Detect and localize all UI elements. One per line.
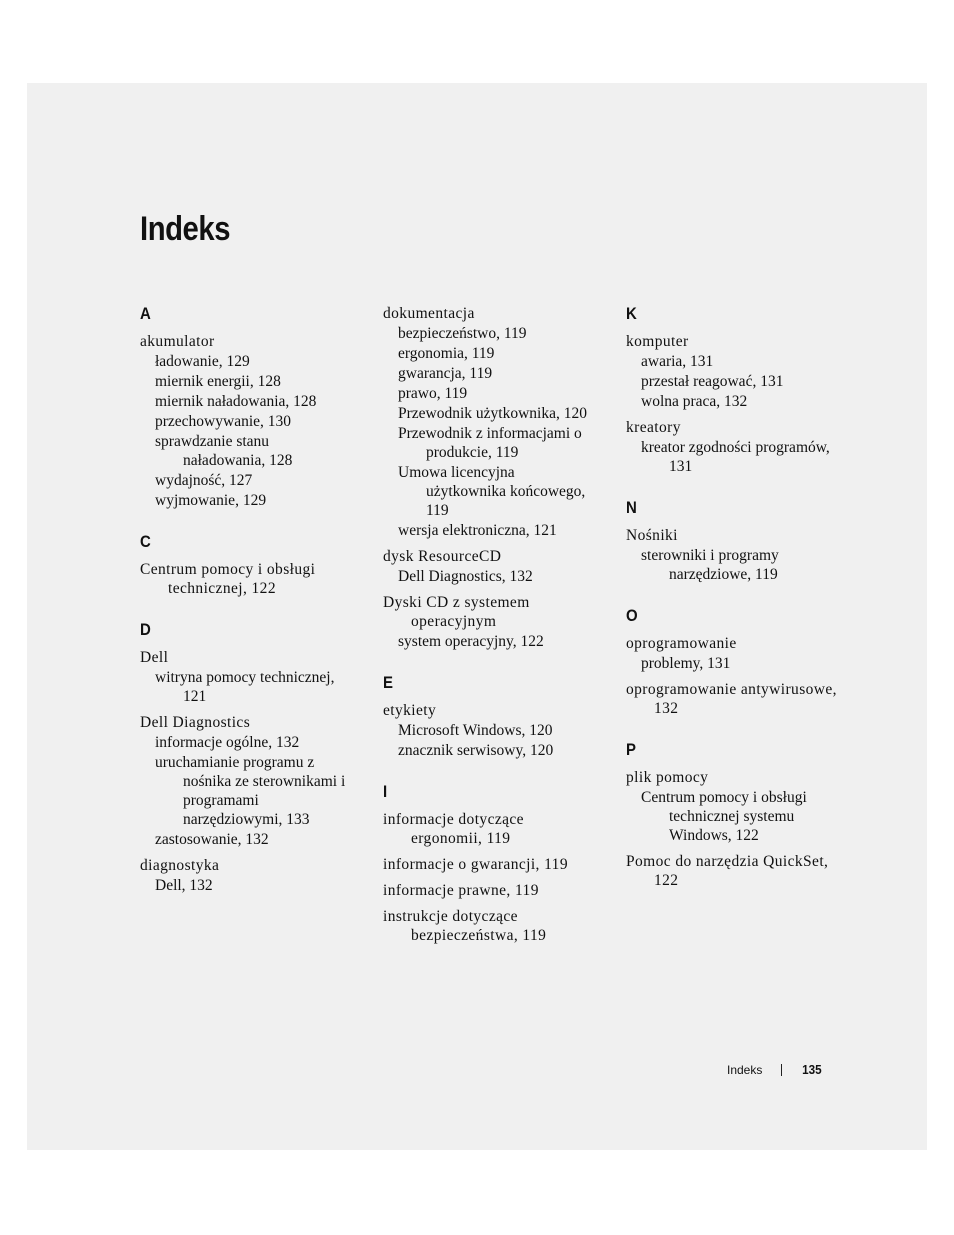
index-term: plik pomocy <box>626 769 709 786</box>
index-term: kreatory <box>626 419 681 436</box>
subentry-list <box>626 352 841 411</box>
subentry-list <box>383 324 598 540</box>
index-subentry: przestał reagować, 131 <box>641 373 784 390</box>
index-subentry: gwarancja, 119 <box>398 365 493 382</box>
index-term: instrukcje dotyczące bezpieczeństwa, 119 <box>383 908 547 944</box>
index-entry <box>140 332 355 510</box>
index-term: informacje prawne, 119 <box>383 882 539 899</box>
index-entry <box>383 881 598 900</box>
index-subentry: miernik naładowania, 128 <box>155 393 317 410</box>
index-section <box>383 304 598 651</box>
index-term: Pomoc do narzędzia QuickSet, 122 <box>626 853 829 889</box>
index-term: komputer <box>626 333 689 350</box>
index-subentry: wydajność, 127 <box>155 472 253 489</box>
index-entry <box>140 713 355 849</box>
section-letter: A <box>140 304 151 323</box>
index-section <box>626 606 841 718</box>
subentry-list <box>626 788 841 845</box>
subentry-list <box>383 721 598 760</box>
index-subentry: znacznik serwisowy, 120 <box>398 742 554 759</box>
subentry-list <box>626 654 841 673</box>
index-subentry: problemy, 131 <box>641 655 731 672</box>
footer-label: Indeks <box>727 1062 763 1077</box>
index-subentry: prawo, 119 <box>398 385 468 402</box>
index-subentry: uruchamianie programu z nośnika ze sterownikami i programami narzędziowymi, 133 <box>155 754 346 828</box>
footer-separator <box>781 1064 782 1076</box>
subentry-list <box>140 668 355 706</box>
index-section <box>626 498 841 584</box>
index-term: akumulator <box>140 333 215 350</box>
index-section <box>140 532 355 598</box>
index-entry <box>140 856 355 895</box>
index-entry <box>626 768 841 845</box>
index-subentry: Umowa licencyjna użytkownika końcowego, 119 <box>398 464 586 519</box>
section-letter: N <box>626 498 637 517</box>
index-entry <box>626 526 841 584</box>
index-subentry: informacje ogólne, 132 <box>155 734 300 751</box>
index-section <box>140 304 355 510</box>
index-column-2 <box>383 300 598 967</box>
index-subentry: system operacyjny, 122 <box>398 633 544 650</box>
index-subentry: Microsoft Windows, 120 <box>398 722 553 739</box>
index-entry <box>626 332 841 411</box>
page-footer <box>727 1062 823 1077</box>
section-letter: D <box>140 620 151 639</box>
subentry-list <box>140 876 355 895</box>
section-letter: O <box>626 606 638 625</box>
index-entry <box>626 680 841 718</box>
index-subentry: Dell Diagnostics, 132 <box>398 568 533 585</box>
index-section <box>383 673 598 760</box>
index-entry <box>383 701 598 760</box>
index-entry <box>140 648 355 706</box>
index-term: oprogramowanie <box>626 635 737 652</box>
index-term: Dell Diagnostics <box>140 714 251 731</box>
section-letter: K <box>626 304 637 323</box>
index-subentry: zastosowanie, 132 <box>155 831 269 848</box>
index-entry <box>626 852 841 890</box>
section-letter: E <box>383 673 393 692</box>
index-term: Dyski CD z systemem operacyjnym <box>383 594 530 630</box>
index-term: informacje o gwarancji, 119 <box>383 856 568 873</box>
index-term: etykiety <box>383 702 437 719</box>
index-entry <box>383 855 598 874</box>
index-entry <box>383 810 598 848</box>
subentry-list <box>626 438 841 476</box>
page-title: Indeks <box>140 210 231 248</box>
index-subentry: awaria, 131 <box>641 353 714 370</box>
index-subentry: wyjmowanie, 129 <box>155 492 267 509</box>
subentry-list <box>383 632 598 651</box>
index-term: Dell <box>140 649 169 666</box>
index-entry <box>140 560 355 598</box>
subentry-list <box>140 352 355 510</box>
index-term: diagnostyka <box>140 857 220 874</box>
index-subentry: miernik energii, 128 <box>155 373 281 390</box>
index-subentry: przechowywanie, 130 <box>155 413 292 430</box>
page-number: 135 <box>802 1062 822 1077</box>
index-entry <box>626 634 841 673</box>
index-subentry: sprawdzanie stanu naładowania, 128 <box>155 433 293 469</box>
subentry-list <box>383 567 598 586</box>
index-subentry: Przewodnik z informacjami o produkcie, 119 <box>398 425 582 461</box>
index-entry <box>383 304 598 540</box>
index-subentry: wersja elektroniczna, 121 <box>398 522 557 539</box>
index-section <box>626 304 841 476</box>
subentry-list <box>626 546 841 584</box>
index-column-1 <box>140 300 355 917</box>
section-letter: I <box>383 782 388 801</box>
index-column-3 <box>626 300 841 912</box>
index-subentry: Przewodnik użytkownika, 120 <box>398 405 587 422</box>
index-term: dysk ResourceCD <box>383 548 502 565</box>
index-subentry: Dell, 132 <box>155 877 213 894</box>
index-entry <box>383 547 598 586</box>
index-entry <box>626 418 841 476</box>
index-subentry: Centrum pomocy i obsługi technicznej systemu Windows, 122 <box>641 789 807 844</box>
section-letter: C <box>140 532 151 551</box>
index-subentry: sterowniki i programy narzędziowe, 119 <box>641 547 779 583</box>
index-subentry: wolna praca, 132 <box>641 393 748 410</box>
section-letter: P <box>626 740 636 759</box>
index-term: informacje dotyczące ergonomii, 119 <box>383 811 524 847</box>
index-subentry: ładowanie, 129 <box>155 353 250 370</box>
index-section <box>626 740 841 890</box>
index-term: Nośniki <box>626 527 678 544</box>
index-term: Centrum pomocy i obsługi technicznej, 122 <box>140 561 316 597</box>
index-entry <box>383 907 598 945</box>
index-subentry: bezpieczeństwo, 119 <box>398 325 527 342</box>
index-term: dokumentacja <box>383 305 475 322</box>
index-subentry: witryna pomocy technicznej, 121 <box>155 669 335 705</box>
index-subentry: ergonomia, 119 <box>398 345 495 362</box>
index-term: oprogramowanie antywirusowe, 132 <box>626 681 837 717</box>
index-entry <box>383 593 598 651</box>
subentry-list <box>140 733 355 849</box>
index-subentry: kreator zgodności programów, 131 <box>641 439 830 475</box>
index-section <box>140 620 355 895</box>
index-section <box>383 782 598 945</box>
